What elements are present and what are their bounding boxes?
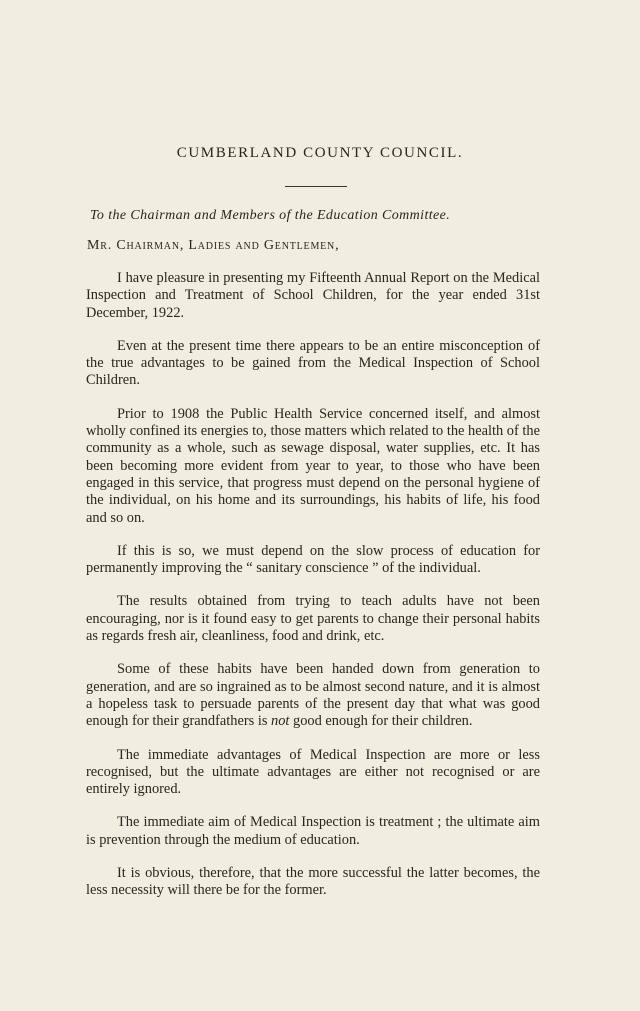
paragraph: It is obvious, therefore, that the more successful the latter becomes, the less necessity will there be for the former. <box>86 865 540 899</box>
address-line: To the Chairman and Members of the Education Committee. <box>90 208 451 223</box>
document-heading: CUMBERLAND COUNTY COUNCIL. <box>176 145 464 161</box>
paragraph: The immediate aim of Medical Inspection is treatment ; the ultimate aim is prevention through the medium of education. <box>86 814 540 848</box>
salutation: Mr. Chairman, Ladies and Gentlemen, <box>87 238 340 253</box>
paragraph: The immediate advantages of Medical Inspection are more or less recognised, but the ultimate advantages are either not recognised or are entirely ignored. <box>86 746 540 798</box>
paragraph: The results obtained from trying to teach adults have not been encouraging, nor is it found easy to get parents to change their personal habits as regards fresh air, cleanliness, food and drink, etc. <box>86 593 540 645</box>
paragraph: Even at the present time there appears to be an entire misconception of the true advantages to be gained from the Medical Inspection of School Children. <box>86 337 540 389</box>
report-body <box>86 270 540 900</box>
paragraph: I have pleasure in presenting my Fifteenth Annual Report on the Medical Inspection and Treatment of School Children, for the year ended 31st December, 1922. <box>86 270 540 321</box>
paragraph-text: Some of these habits have been handed down from generation to generation, and are so ingrained as to be almost second nature, and it is almost a hopeless task to persuade parents of the present day that what was good enough for their grandfathers is <box>86 661 540 730</box>
emphasis-text: not <box>271 713 290 730</box>
paragraph: Prior to 1908 the Public Health Service concerned itself, and almost wholly confined its energies to, those matters which related to the health of the community as a whole, such as sewage disposal, water supplies, etc. It has been becoming more evident from year to year, to those who have been engaged in this service, that progress must depend on the personal hygiene of the individual, on his home and its surroundings, his habits of life, his food and so on. <box>86 405 540 526</box>
paragraph: If this is so, we must depend on the slow process of education for permanently improving the “ sanitary conscience ” of the individual. <box>86 542 540 577</box>
paragraph <box>86 661 540 730</box>
heading-divider <box>285 186 347 187</box>
paragraph-text: good enough for their children. <box>289 713 473 730</box>
